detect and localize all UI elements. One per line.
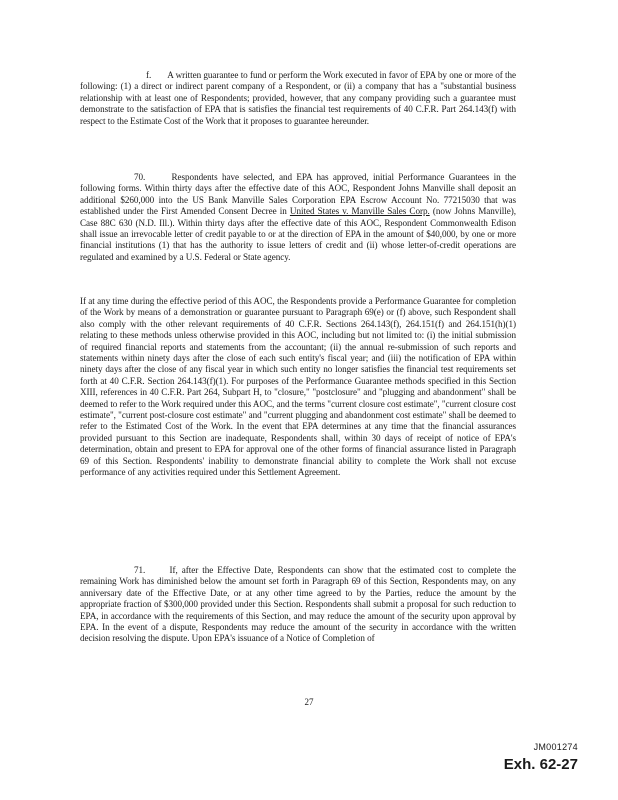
bates-number: JM001274	[533, 742, 578, 752]
exhibit-label: Exh. 62-27	[503, 756, 578, 773]
case-name: United States v. Manville Sales Corp.	[289, 206, 430, 217]
paragraph-marker: 71.	[134, 565, 146, 575]
paragraph-text: If at any time during the effective period of this AOC, the Respondents provide a Performance Guarantee for completion of the Work by means of a demonstration or guarantee pursuant to Paragraph 69(e) or (f) above, such Respondent shall also comply with the other relevant requirements of 40 C.F.R. Sections 264.143(f), 264.151(f) and 264.151(h)(1) relating to these methods unless otherwise provided in this AOC, including but not limited to: (i) the initial submission of required financial reports and statements from the accountant; (ii) the annual re-submission of such reports and statements within ninety days after the close of each such entity's fiscal year; and (iii) the notification of EPA within ninety days after the close of any fiscal year in which such entity no longer satisfies the financial test requirements set forth at 40 C.F.R. Section 264.143(f)(1). For purposes of the Performance Guarantee methods specified in this Section XIII, references in 40 C.F.R. Part 264, Subpart H, to "closure," "postclosure" and "plugging and abandonment" shall be deemed to refer to the Work required under this AOC, and the terms "current closure cost estimate", "current closure cost estimate", "current post-closure cost estimate" and "current plugging and abandonment cost estimate" shall be deemed to refer to the Estimated Cost of the Work. In the event that EPA determines at any time that the financial assurances provided pursuant to this Section are inadequate, Respondents shall, within 30 days of receipt of notice of EPA's determination, obtain and present to EPA for approval one of the other forms of financial assurance listed in Paragraph 69 of this Section. Respondents' inability to demonstrate financial ability to complete the Work shall not excuse performance of any activities required under this Settlement Agreement.	[80, 296, 516, 478]
paragraph-70	[80, 172, 516, 263]
paragraph-text: A written guarantee to fund or perform the Work executed in favor of EPA by one or more of the following: (1) a direct or indirect parent company of a Respondent, or (ii) a company that has a "substantial business relationship with at least one of Respondents; provided, however, that any company providing such a guarantee must demonstrate to the satisfaction of EPA that is satisfies the financial test requirements of 40 C.F.R. Part 264.143(f) with respect to the Estimate Cost of the Work that it proposes to guarantee hereunder.	[80, 70, 516, 126]
page-number: 27	[304, 697, 314, 707]
paragraph-marker: f.	[146, 70, 152, 80]
paragraph-marker: 70.	[134, 172, 146, 182]
paragraph-text: Respondents have selected, and EPA has approved, initial Performance Guarantees in the following forms. Within thirty days after the effective date of this AOC, Respondent Johns Manville shall deposit an additional $260,000 into the US Bank Manville Sales Corporation EPA Escrow Account No. 77215030 that was established under the First Amended Consent Decree in	[80, 172, 517, 217]
paragraph-69f	[80, 70, 516, 127]
paragraph-text: If, after the Effective Date, Respondents can show that the estimated cost to complete the remaining Work has diminished below the amount set forth in Paragraph 69 of this Section, Respondents may, on any anniversary date of the Effective Date, or at any other time agreed to by the Parties, reduce the amount by the appropriate fraction of $300,000 provided under this Section. Respondents shall submit a proposal for such reduction to EPA, in accordance with the requirements of this Section, and may reduce the amount of the security upon approval by EPA. In the event of a dispute, Respondents may reduce the amount of the security in accordance with the written decision resolving the dispute. Upon EPA's issuance of a Notice of Completion of	[80, 565, 516, 644]
paragraph-71	[80, 565, 516, 645]
paragraph-text: (now Johns Manville), Case 88C 630 (N.D. Ill.). Within thirty days after the effective date of this AOC, Respondent Commonwealth Edison shall issue an irrevocable letter of credit payable to or at the direction of EPA in the amount of $40,000, by one or more financial institutions (1) that has the authority to issue letters of credit and (ii) whose letter-of-credit operations are regulated and examined by a U.S. Federal or State agency.	[80, 206, 516, 262]
paragraph-continuation	[80, 296, 516, 479]
